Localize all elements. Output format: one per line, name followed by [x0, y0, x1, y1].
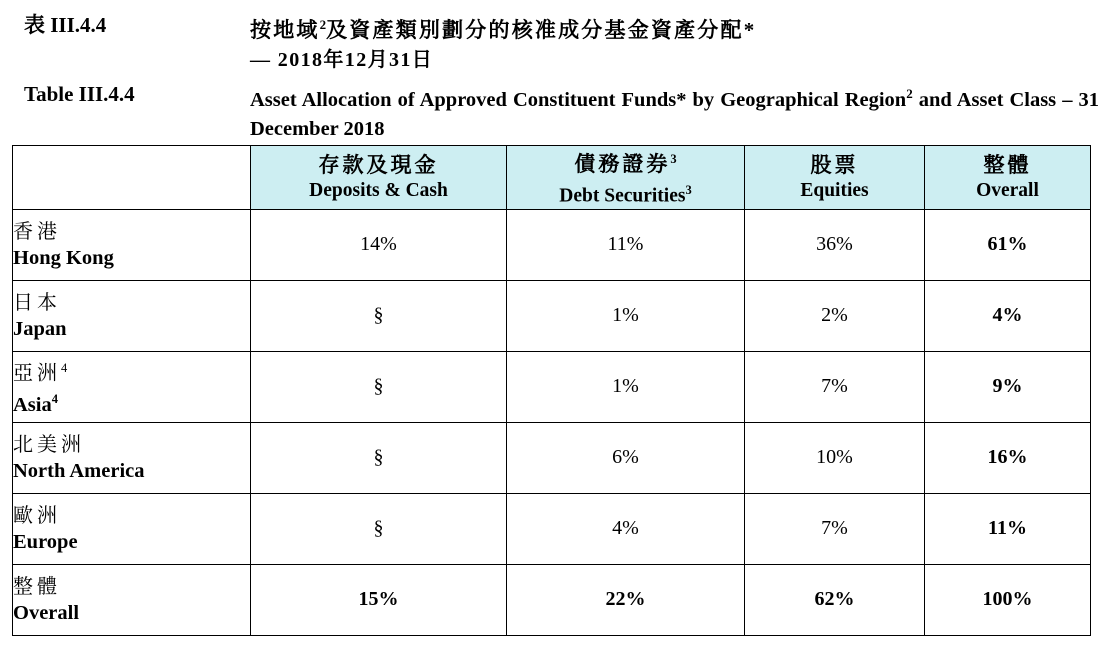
- column-header-overall: [925, 146, 1091, 210]
- table-row: [13, 493, 1091, 564]
- column-header-zh-text: 債務證券: [574, 152, 671, 176]
- row-label-zh: [13, 355, 250, 387]
- cell-hong-kong-equities: 36%: [745, 209, 925, 280]
- row-label-en-text: Asia: [13, 394, 52, 417]
- column-header-zh: 股票: [810, 152, 859, 177]
- table-corner-cell: [13, 146, 251, 210]
- column-header-en: Overall: [976, 179, 1039, 201]
- table-body: [13, 209, 1091, 635]
- row-label-zh: 日本: [13, 291, 61, 314]
- caption-text-zh: [250, 10, 1099, 75]
- caption-en-a: Asset Allocation of Approved Constituent Funds* by Geographical Region: [250, 88, 907, 111]
- column-header-zh: 整體: [983, 152, 1032, 177]
- cell-overall-debt-securities: 22%: [507, 564, 745, 635]
- row-label-en: Overall: [13, 601, 80, 624]
- cell-hong-kong-overall: 61%: [925, 209, 1091, 280]
- table-row: [13, 209, 1091, 280]
- caption-en-sup: 2: [906, 86, 913, 101]
- column-header-en: [507, 178, 744, 209]
- cell-overall-deposits-cash: 15%: [251, 564, 507, 635]
- cell-asia-deposits-cash: §: [251, 351, 507, 422]
- table-number-en: Table III.4.4: [24, 82, 135, 106]
- cell-north-america-deposits-cash: §: [251, 422, 507, 493]
- cell-north-america-overall: 16%: [925, 422, 1091, 493]
- table-row-total: [13, 564, 1091, 635]
- column-header-en: Deposits & Cash: [309, 179, 448, 201]
- row-label-zh: 北美洲: [13, 433, 85, 456]
- row-label-en: Japan: [13, 317, 67, 340]
- cell-europe-debt-securities: 4%: [507, 493, 745, 564]
- column-header-zh: 存款及現金: [318, 152, 439, 177]
- cell-asia-equities: 7%: [745, 351, 925, 422]
- row-label-en-sup: 4: [51, 392, 58, 407]
- column-header-zh: [507, 146, 744, 178]
- caption-zh-line2: — 2018年12月31日: [250, 49, 434, 71]
- column-header-debt-securities: [507, 146, 745, 210]
- caption-text-en: [250, 79, 1099, 144]
- column-header-deposits-cash: [251, 146, 507, 210]
- cell-hong-kong-debt-securities: 11%: [507, 209, 745, 280]
- row-label-en: [13, 386, 250, 418]
- cell-north-america-equities: 10%: [745, 422, 925, 493]
- cell-overall-overall: 100%: [925, 564, 1091, 635]
- column-header-en-sup: 3: [685, 183, 692, 197]
- table-row: [13, 422, 1091, 493]
- caption-zh-line1: [250, 10, 1099, 45]
- caption-zh-line1-b: 及資產類別劃分的核准成分基金資產分配: [326, 18, 744, 42]
- cell-overall-equities: 62%: [745, 564, 925, 635]
- table-row: [13, 280, 1091, 351]
- row-label-asia: [13, 351, 251, 422]
- cell-japan-debt-securities: 1%: [507, 280, 745, 351]
- row-label-overall: [13, 564, 251, 635]
- row-label-zh-text: 亞洲: [13, 362, 61, 385]
- cell-japan-equities: 2%: [745, 280, 925, 351]
- asset-allocation-table-wrapper: [12, 145, 1090, 636]
- table-row: [13, 351, 1091, 422]
- cell-japan-overall: 4%: [925, 280, 1091, 351]
- caption-zh-line1-sup: 2: [319, 17, 327, 32]
- row-label-en: Europe: [13, 530, 78, 553]
- row-label-japan: [13, 280, 251, 351]
- row-label-zh: 整體: [13, 575, 61, 598]
- caption-en-b: and Asset Class – 31 December 2018: [250, 88, 1100, 140]
- row-label-zh: 歐洲: [13, 504, 61, 527]
- cell-japan-deposits-cash: §: [251, 280, 507, 351]
- asset-allocation-table: [12, 145, 1091, 636]
- cell-north-america-debt-securities: 6%: [507, 422, 745, 493]
- caption-en-line: [250, 79, 1099, 144]
- caption-zh-line1-a: 按地域: [250, 18, 320, 42]
- cell-europe-equities: 7%: [745, 493, 925, 564]
- row-label-en: North America: [13, 459, 145, 482]
- row-label-hong-kong: [13, 209, 251, 280]
- column-header-equities: [745, 146, 925, 210]
- cell-asia-overall: 9%: [925, 351, 1091, 422]
- cell-europe-overall: 11%: [925, 493, 1091, 564]
- caption-zh-line1-star: *: [743, 18, 755, 42]
- row-label-zh-sup: 4: [61, 360, 68, 375]
- cell-europe-deposits-cash: §: [251, 493, 507, 564]
- row-label-zh: 香港: [13, 220, 61, 243]
- cell-asia-debt-securities: 1%: [507, 351, 745, 422]
- row-label-north-america: [13, 422, 251, 493]
- table-number-zh: 表 III.4.4: [24, 13, 107, 37]
- table-header-row: [13, 146, 1091, 210]
- row-label-europe: [13, 493, 251, 564]
- cell-hong-kong-deposits-cash: 14%: [251, 209, 507, 280]
- table-caption: [24, 10, 1099, 144]
- table-header: [13, 146, 1091, 210]
- caption-row-english: [24, 79, 1099, 144]
- column-header-zh-sup: 3: [670, 152, 677, 166]
- row-label-en: Hong Kong: [13, 246, 114, 269]
- column-header-en: Equities: [800, 179, 869, 201]
- column-header-en-text: Debt Securities: [559, 185, 686, 207]
- caption-row-chinese: [24, 10, 1099, 75]
